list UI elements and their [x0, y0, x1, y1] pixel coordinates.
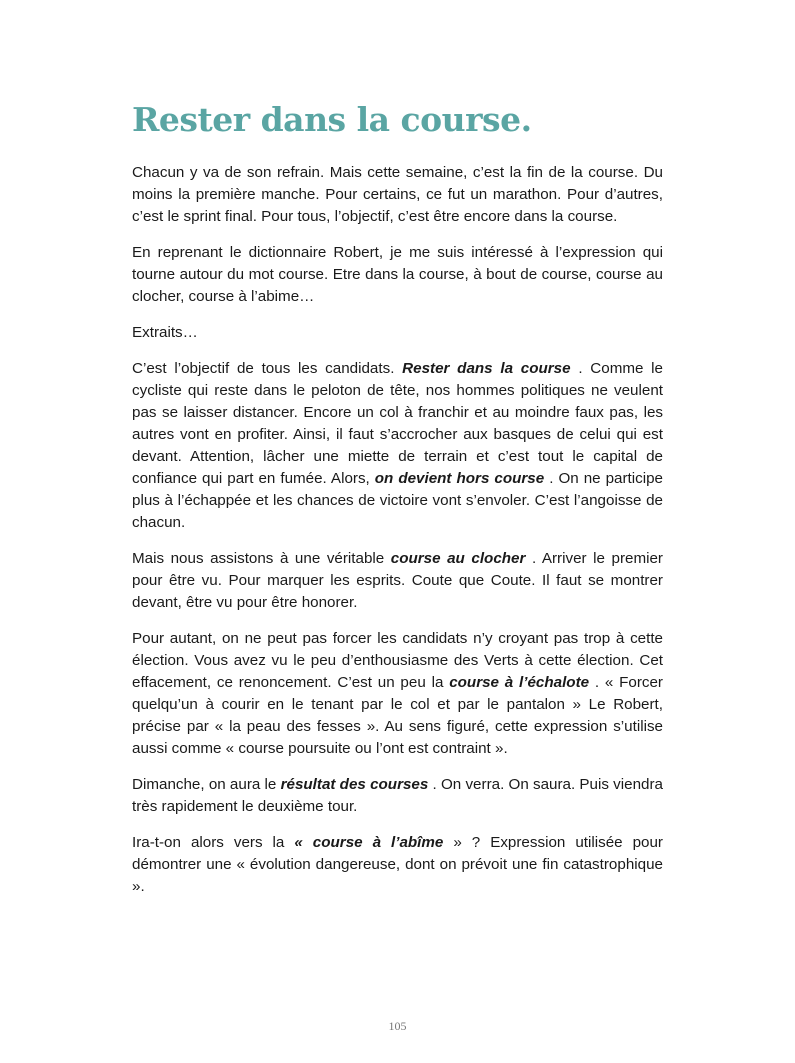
text-run: Pour autant, on ne peut pas forcer les candidats n’y croyant pas trop à cette élection. Vous avez vu le peu d’enthousiasme des Verts à cette élection. Cet effacement, ce renoncement. C’est un peu la: [132, 630, 663, 691]
paragraph-7: [132, 774, 663, 818]
text-run: C’est l’objectif de tous les candidats.: [132, 360, 403, 377]
text-run: Dimanche, on aura le: [132, 776, 281, 793]
page-title: Rester dans la course.: [132, 100, 532, 139]
page-number: 105: [388, 1019, 407, 1033]
paragraph-1: Chacun y va de son refrain. Mais cette semaine, c’est la fin de la course. Du moins la première manche. Pour certains, ce fut un marathon. Pour d’autres, c’est le sprint final. Pour tous, l’objectif, c’est être encore dans la course.: [132, 164, 663, 225]
text-run: Mais nous assistons à une véritable: [132, 550, 391, 567]
text-run: . On ne participe plus à l’échappée et les chances de victoire vont s’envoler. C’est l’angoisse de chacun.: [132, 470, 663, 531]
text-run: » ? Expression utilisée pour démontrer une « évolution dangereuse, dont on prévoit une fin catastrophique ».: [132, 834, 663, 895]
text-run: . On verra. On saura. Puis viendra très rapidement le deuxième tour.: [132, 776, 663, 815]
paragraph-3: Extraits…: [132, 324, 198, 341]
emphasis-resultat-des-courses: résultat des courses: [280, 776, 429, 793]
text-run: . Comme le cycliste qui reste dans le peloton de tête, nos hommes politiques ne veulent pas se laisser distancer. Encore un col à franchir et au moindre faux pas, les autres vont en profiter. Ainsi, il faut s’accrocher aux basques de celui qui est devant. Attention, lâcher une miette de terrain et c’est tout le capital de confiance qui part en fumée. Alors,: [132, 360, 663, 487]
text-run: Ira-t-on alors vers la: [132, 834, 295, 851]
emphasis-hors-course: on devient hors course: [374, 470, 545, 487]
paragraph-2: En reprenant le dictionnaire Robert, je me suis intéressé à l’expression qui tourne autour du mot course. Etre dans la course, à bout de course, course au clocher, course à l’abime…: [132, 244, 663, 305]
paragraph-8: [132, 832, 663, 898]
emphasis-course-au-clocher: course au clocher: [390, 550, 526, 567]
paragraph-5: [132, 548, 663, 614]
article-body: [132, 162, 663, 912]
emphasis-course-a-lechalote: course à l’échalote: [449, 674, 590, 691]
text-run: . « Forcer quelqu’un à courir en le tenant par le col et par le pantalon » Le Robert, précise par « la peau des fesses ». Au sens figuré, cette expression s’utilise aussi comme « course poursuite ou l’ont est contraint ».: [132, 674, 663, 757]
paragraph-4: [132, 358, 663, 534]
paragraph-6: [132, 628, 663, 760]
text-run: . Arriver le premier pour être vu. Pour marquer les esprits. Coute que Coute. Il faut se montrer devant, être vu pour être honorer.: [132, 550, 663, 611]
emphasis-rester-dans-la-course: Rester dans la course: [402, 360, 571, 377]
emphasis-course-a-labime: « course à l’abîme: [294, 834, 444, 851]
